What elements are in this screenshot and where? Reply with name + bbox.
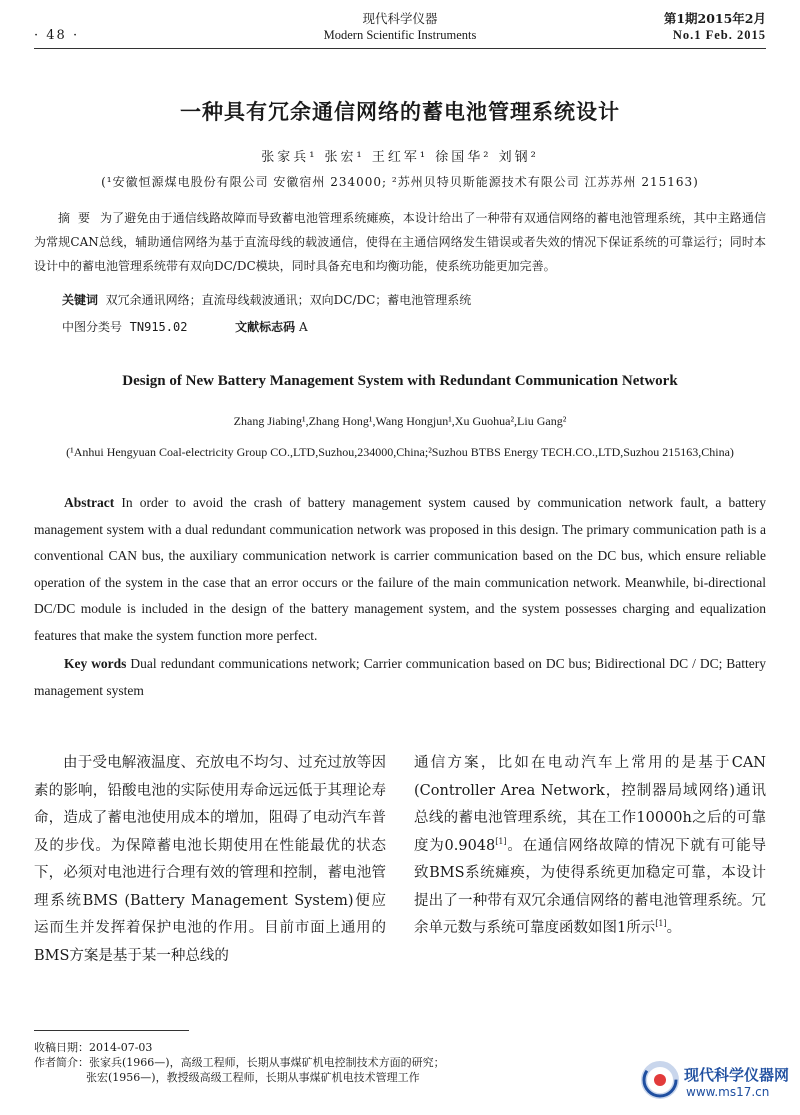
footnote <box>34 1040 445 1085</box>
watermark-url[interactable]: www.ms17.cn <box>686 1085 770 1099</box>
affiliation-en: (¹Anhui Hengyuan Coal-electricity Group CO.,LTD,Suzhou,234000,China;²Suzhou BTBS Energy TECH.CO.,LTD,Suzhou 215163,China) <box>66 445 734 459</box>
issue-en: No.1 Feb. 2015 <box>672 28 766 42</box>
keywords-en <box>34 651 766 704</box>
abstract-cn <box>34 206 766 278</box>
classification-label: 中图分类号 <box>62 320 123 334</box>
affiliation-cn: (¹安徽恒源煤电股份有限公司 安徽宿州 234000; ²苏州贝特贝斯能源技术有限公司 江苏苏州 215163) <box>101 175 699 189</box>
watermark-name: 现代科学仪器网 <box>684 1066 790 1084</box>
site-watermark-logo <box>640 1058 790 1106</box>
authors-en: Zhang Jiabing¹,Zhang Hong¹,Wang Hongjun¹,Xu Guohua²,Liu Gang² <box>233 414 567 428</box>
doc-code-label: 文献标志码 <box>235 320 296 334</box>
citation-ref[interactable]: [1] <box>655 919 667 929</box>
abstract-cn-label: 摘 要 <box>58 211 93 225</box>
bio-label: 作者简介： <box>34 1056 89 1069</box>
abstract-cn-text: 为了避免由于通信线路故障而导致蓄电池管理系统瘫痪，本设计给出了一种带有双通信网络的蓄电池管理系统，其中主路通信为常规CAN总线，辅助通信网络为基于直流母线的载波通信，使得在主通信网络发生错误或者失效的情况下保证系统的可靠运行；同时本设计中的蓄电池管理系统带有双向DC/DC模块，同时具备充电和均衡功能，使系统功能更加完善。 <box>34 211 766 273</box>
bio-line-1: 张家兵(1966—)，高级工程师，长期从事煤矿机电控制技术方面的研究； <box>89 1056 445 1069</box>
paper-title-cn: 一种具有冗余通信网络的蓄电池管理系统设计 <box>180 99 620 124</box>
header-divider <box>34 48 766 49</box>
footnote-divider <box>34 1030 189 1031</box>
journal-name-en: Modern Scientific Instruments <box>323 28 477 42</box>
issue-cn: 第1期2015年2月 <box>663 11 766 26</box>
received-date: 收稿日期：2014-07-03 <box>34 1041 153 1054</box>
page-number: · 48 · <box>34 28 80 43</box>
abstract-en-label: Abstract <box>64 495 115 510</box>
keywords-cn-label: 关键词 <box>62 293 99 307</box>
body-column-left: 由于受电解液温度、充放电不均匀、过充过放等因素的影响，铅酸电池的实际使用寿命远远低于其理论寿命，造成了蓄电池使用成本的增加，阻碍了电动汽车普及的步伐。为保障蓄电池长期使用在性能最优的状态下，必须对电池进行合理有效的管理和控制，蓄电池管理系统BMS (Battery Management System)便应运而生并发挥着保护电池的作用。目前市面上通用的BMS方案是基于某一种总线的 <box>34 755 386 964</box>
classification-line <box>62 318 308 335</box>
keywords-cn <box>62 291 766 308</box>
citation-ref[interactable]: [1] <box>495 836 507 846</box>
author-bio <box>34 1055 445 1070</box>
body-right-text-b: 。在通信网络故障的情况下就有可能导致BMS系统瘫痪，为使得系统更加稳定可靠，本设计提出了一种带有双冗余通信网络的蓄电池管理系统。冗余单元数与系统可靠度函数如图1所示 <box>414 837 766 936</box>
paper-title-en: Design of New Battery Management System with Redundant Communication Network <box>122 373 678 389</box>
journal-name-cn: 现代科学仪器 <box>362 11 438 26</box>
logo-ring-icon <box>640 1060 680 1100</box>
keywords-cn-text: 双冗余通讯网络；直流母线载波通讯；双向DC/DC；蓄电池管理系统 <box>105 293 472 307</box>
abstract-en-text: In order to avoid the crash of battery management system caused by communication network fault, a battery management system with a dual redundant communication network was proposed in this design. The primary communication path is a conventional CAN bus, the auxiliary communication network is carrier communication based on the DC bus, which ensure reliable operation of the system in the case that an error occurs or the failure of the main communication network. Meanwhile, bi-directional DC/DC module is included in the design of the battery management system, and the system possesses charging and equalization features that make the system function more perfect. <box>34 495 766 643</box>
keywords-en-text: Dual redundant communications network; Carrier communication based on DC bus; Bidirectional DC / DC; Battery management system <box>34 656 767 698</box>
bio-line-2: 张宏(1956—)，教授级高级工程师，长期从事煤矿机电技术管理工作 <box>86 1071 420 1084</box>
authors-cn: 张家兵¹ 张宏¹ 王红军¹ 徐国华² 刘钢² <box>261 150 539 165</box>
classification-code: TN915.02 <box>129 320 188 334</box>
body-right-text-c: 。 <box>666 920 682 936</box>
body-right-text-a: 通信方案，比如在电动汽车上常用的是基于CAN (Controller Area Network，控制器局域网络)通讯总线的蓄电池管理系统，其在工作10000h之后的可靠度为0.9048 <box>414 755 766 854</box>
body-column-right <box>414 750 766 943</box>
keywords-en-label: Key words <box>64 656 127 671</box>
issue-info <box>664 10 766 44</box>
abstract-en <box>34 490 766 649</box>
doc-code: A <box>298 320 308 334</box>
